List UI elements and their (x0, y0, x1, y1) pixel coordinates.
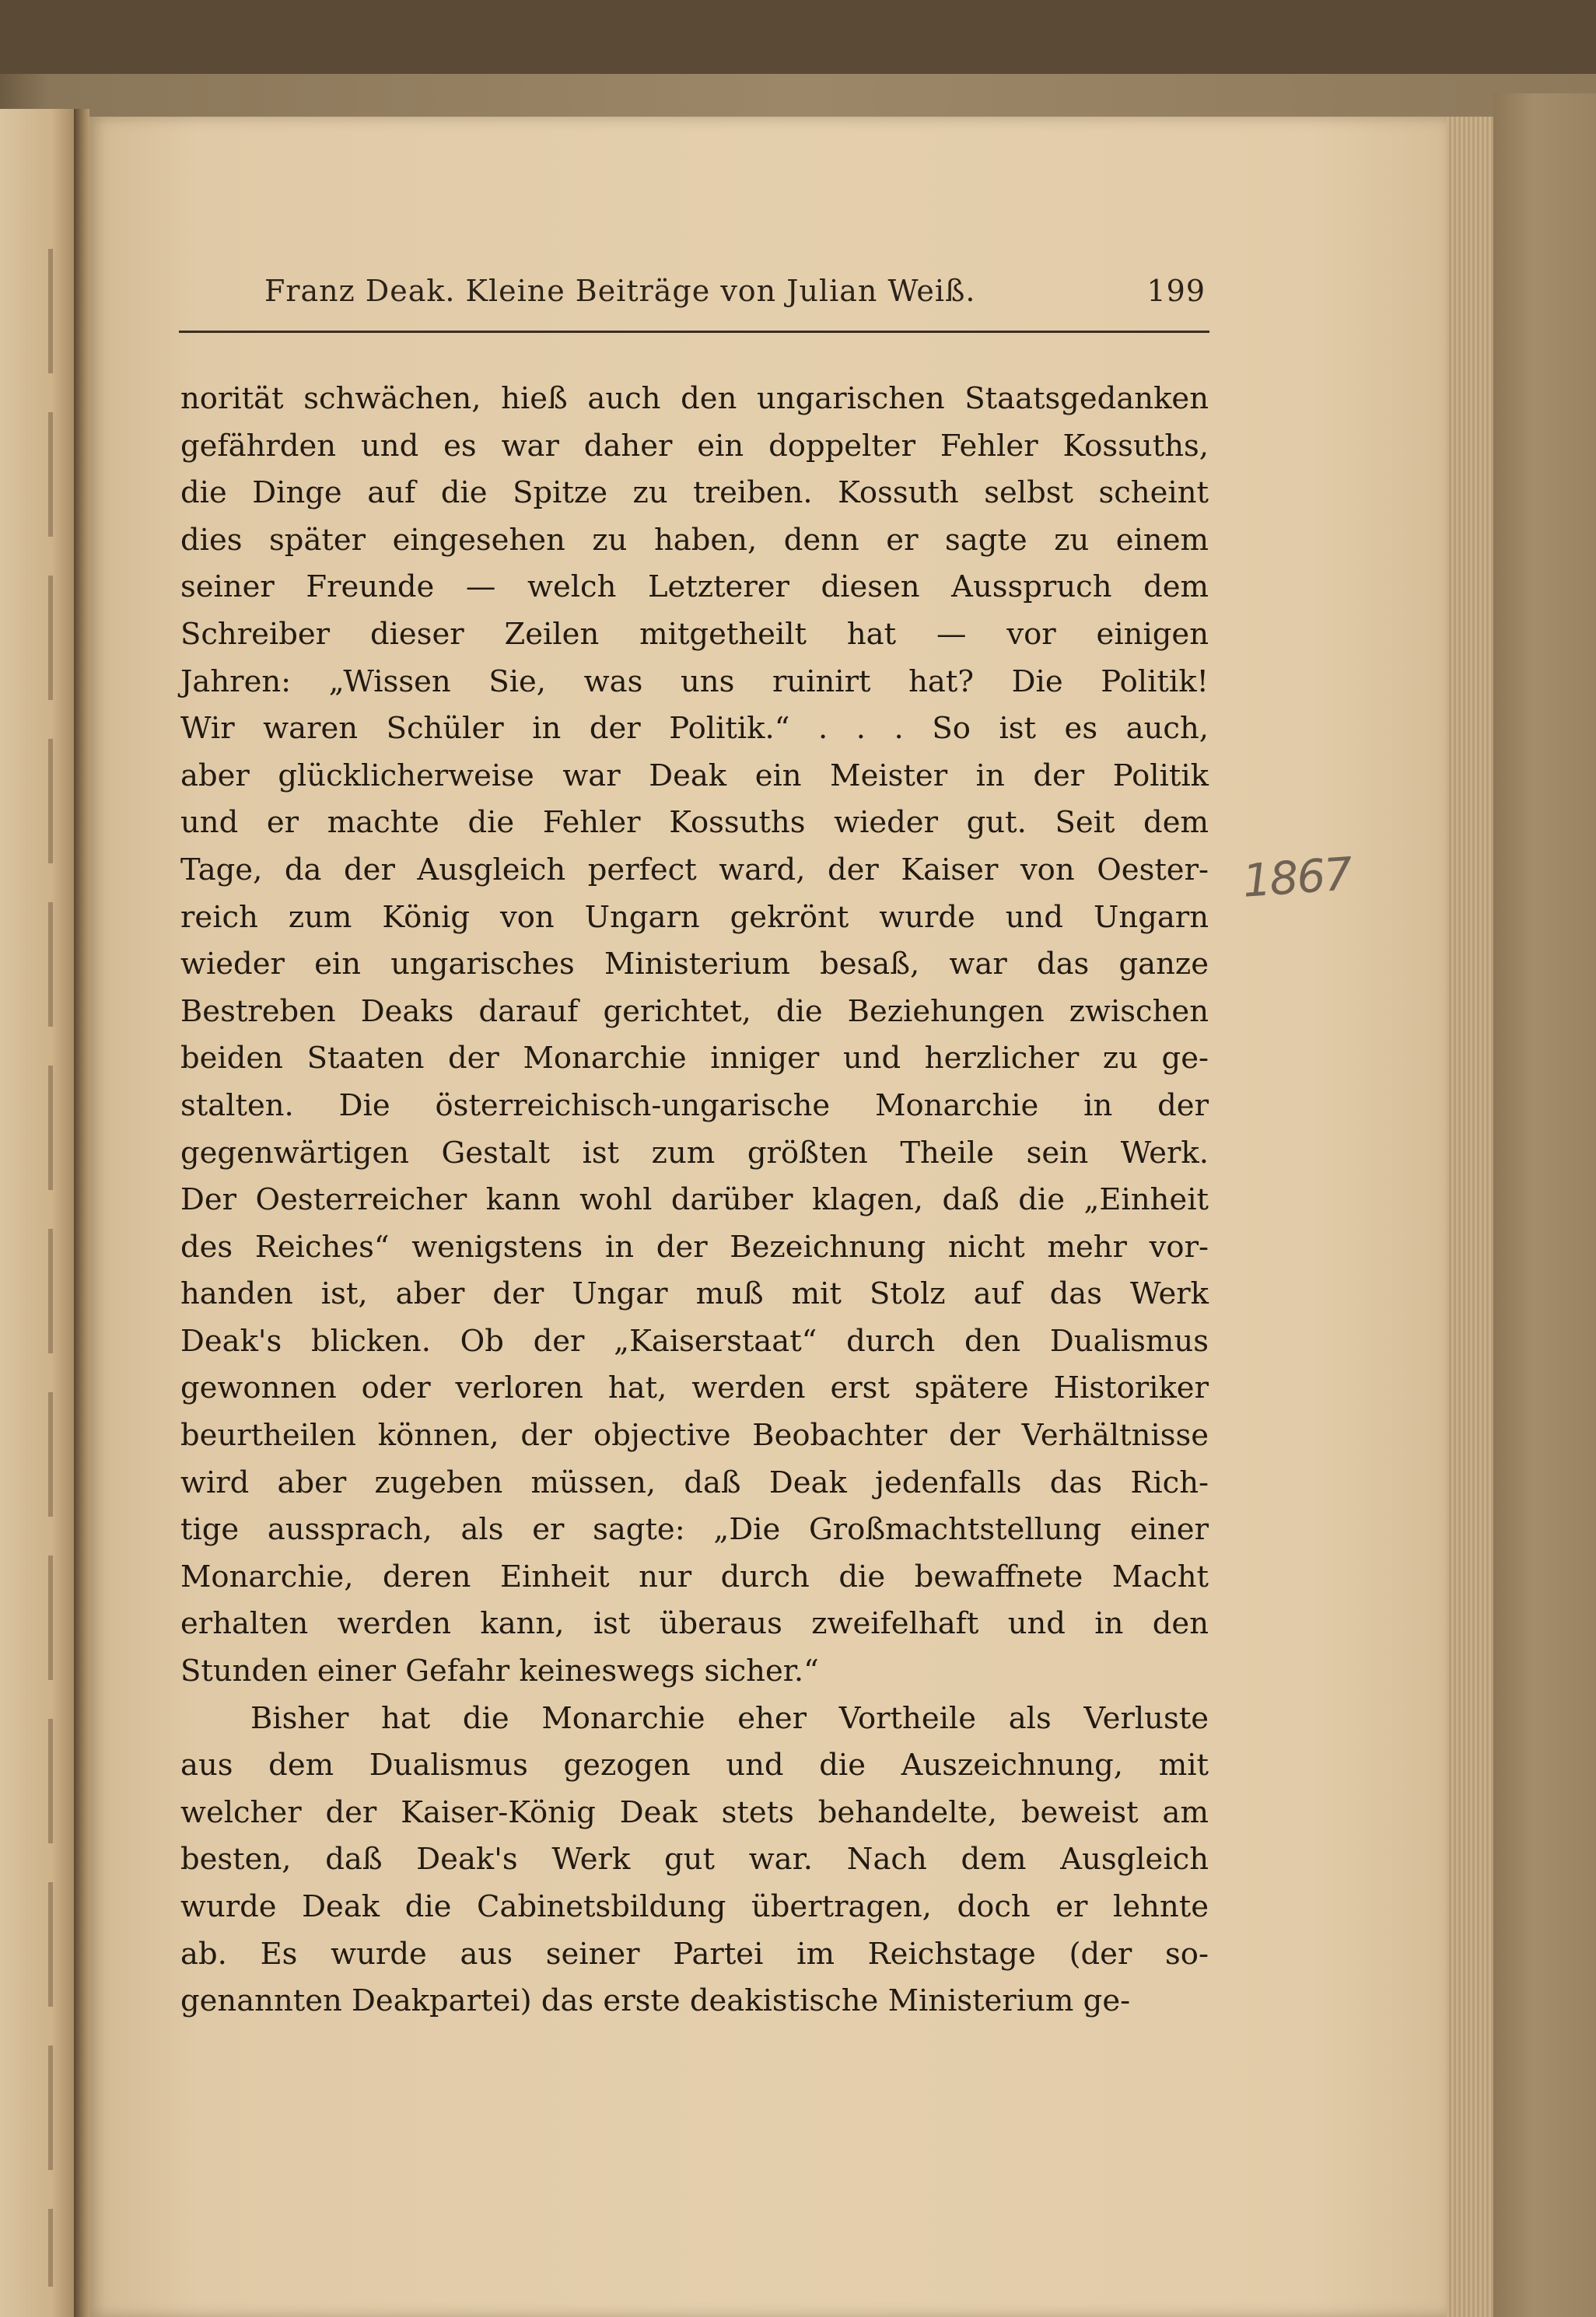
text-line: genannten Deakpartei) das erste deakistische Ministerium ge- (180, 1983, 1131, 2019)
text-line: Der Oesterreicher kann wohl darüber klagen, daß die „Einheit (180, 1182, 1209, 1218)
text-line: dies später eingesehen zu haben, denn er sagte zu einem (180, 522, 1209, 558)
text-line: tige aussprach, als er sagte: „Die Großmachtstellung einer (180, 1512, 1209, 1548)
text-line: welcher der Kaiser-König Deak stets behandelte, beweist am (180, 1794, 1209, 1830)
text-line: stalten. Die österreichisch-ungarische Monarchie in der (180, 1087, 1209, 1123)
handwritten-margin-note: 1867 (1241, 847, 1353, 908)
text-line: wurde Deak die Cabinetsbildung übertragen, doch er lehnte (180, 1889, 1209, 1924)
previous-page-edge (0, 109, 76, 2317)
text-line: gewonnen oder verloren hat, werden erst spätere Historiker (180, 1370, 1209, 1406)
back-board (1493, 93, 1596, 2317)
text-line: Monarchie, deren Einheit nur durch die bewaffnete Macht (180, 1559, 1209, 1594)
text-line: reich zum König von Ungarn gekrönt wurde und Ungarn (180, 899, 1209, 935)
text-line: Jahren: „Wissen Sie, was uns ruinirt hat? Die Politik! (180, 663, 1209, 699)
page-block-edge (1447, 117, 1493, 2317)
text-line: beurtheilen können, der objective Beobachter der Verhältnisse (180, 1418, 1209, 1454)
text-line: Bestreben Deaks darauf gerichtet, die Beziehungen zwischen (180, 993, 1209, 1029)
text-line: aus dem Dualismus gezogen und die Auszeichnung, mit (180, 1748, 1209, 1783)
text-line: Deak's blicken. Ob der „Kaiserstaat“ durch den Dualismus (180, 1323, 1209, 1359)
text-line: die Dinge auf die Spitze zu treiben. Kossuth selbst scheint (180, 475, 1209, 511)
text-line: ab. Es wurde aus seiner Partei im Reichstage (der so- (180, 1936, 1209, 1972)
header-rule (179, 331, 1209, 333)
running-head-title: Franz Deak. Kleine Beiträge von Julian Weiß. (264, 274, 976, 308)
body-text (180, 376, 1209, 2025)
text-line: und er machte die Fehler Kossuths wieder gut. Seit dem (180, 805, 1209, 841)
text-line: besten, daß Deak's Werk gut war. Nach dem Ausgleich (180, 1842, 1209, 1878)
running-head (264, 274, 1206, 320)
text-line: Bisher hat die Monarchie eher Vortheile als Verluste (250, 1700, 1209, 1736)
text-line: handen ist, aber der Ungar muß mit Stolz auf das Werk (180, 1276, 1209, 1312)
text-line: wieder ein ungarisches Ministerium besaß, war das ganze (180, 947, 1209, 982)
text-line: norität schwächen, hieß auch den ungarischen Staatsgedanken (180, 381, 1209, 416)
book-gutter (74, 109, 89, 2317)
text-line: aber glücklicherweise war Deak ein Meister in der Politik (180, 758, 1209, 793)
fold-mark (48, 249, 53, 2287)
text-line: gegenwärtigen Gestalt ist zum größten Theile sein Werk. (180, 1135, 1209, 1171)
text-line: seiner Freunde — welch Letzterer diesen Ausspruch dem (180, 569, 1209, 605)
page-number: 199 (1146, 274, 1206, 308)
text-line: beiden Staaten der Monarchie inniger und herzlicher zu ge- (180, 1041, 1209, 1076)
text-line: Schreiber dieser Zeilen mitgetheilt hat — vor einigen (180, 616, 1209, 652)
text-line: wird aber zugeben müssen, daß Deak jedenfalls das Rich- (180, 1465, 1209, 1500)
text-line: gefährden und es war daher ein doppelter Fehler Kossuths, (180, 428, 1209, 464)
text-line: Stunden einer Gefahr keineswegs sicher.“ (180, 1654, 819, 1689)
text-line: Wir waren Schüler in der Politik.“ . . . So ist es auch, (180, 711, 1209, 747)
text-line: Tage, da der Ausgleich perfect ward, der Kaiser von Oester- (180, 852, 1209, 887)
text-line: erhalten werden kann, ist überaus zweifelhaft und in den (180, 1606, 1209, 1642)
text-line: des Reiches“ wenigstens in der Bezeichnung nicht mehr vor- (180, 1229, 1209, 1265)
